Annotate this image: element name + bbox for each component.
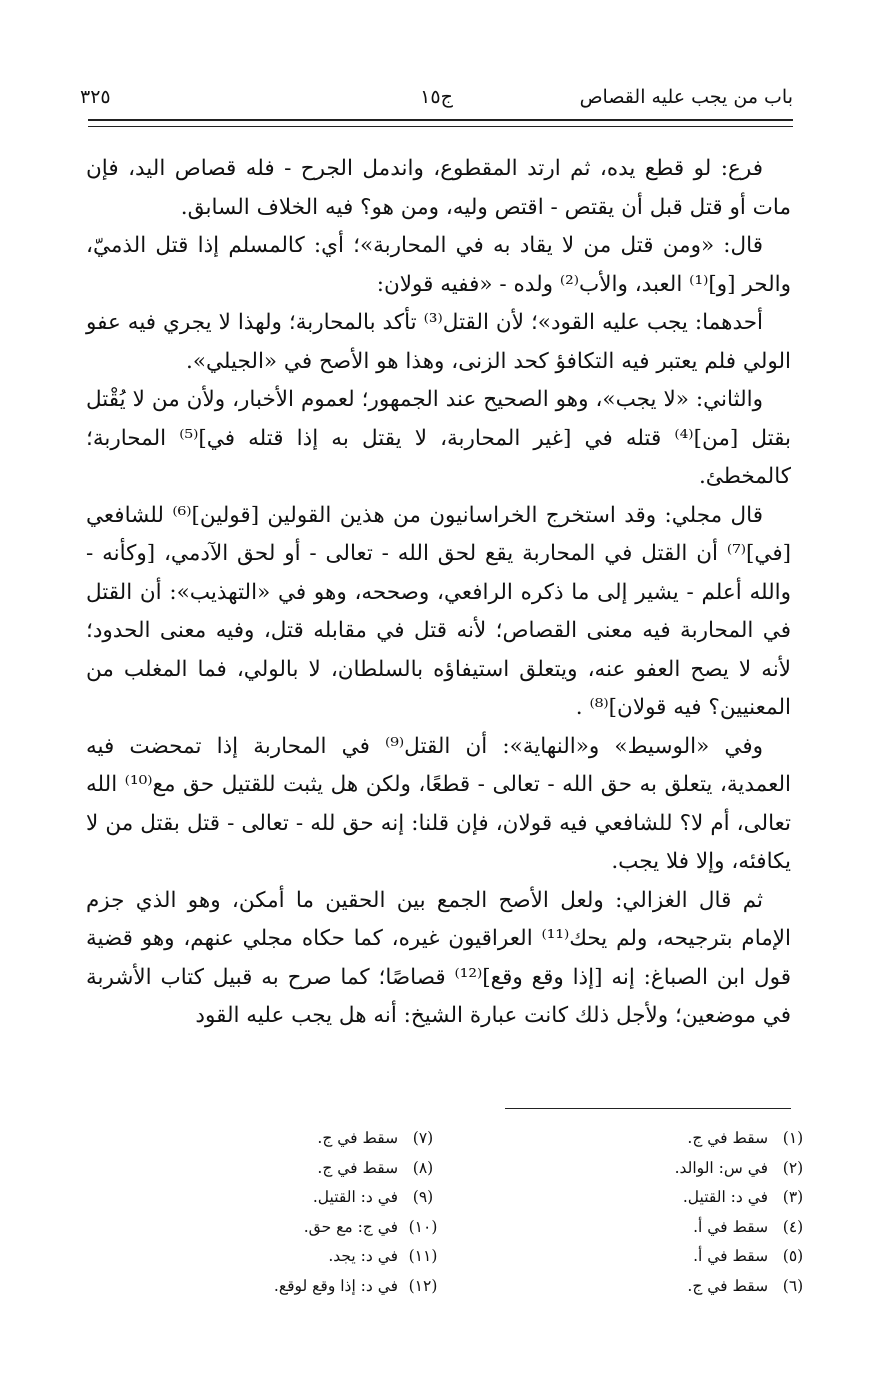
footnote-number: (٣) [782,1188,804,1206]
header-rule-thin [88,126,793,127]
footnote-number: (٢) [782,1158,804,1177]
footnote [513,1213,813,1243]
paragraph: ثم قال الغزالي: ولعل الأصح الجمع بين الحقين ما أمكن، وهو الذي جزم الإمام بترجيحه، ولم يحك⁽¹¹⁾ العراقيون غيره، كما حكاه مجلي عنهم، وهو قضية قول ابن الصباغ: إنه [إذا وقع وقع]⁽¹²⁾ قصاصًا؛ كما صرح به قبيل كتاب الأشربة في موضعين؛ ولأجل ذلك كانت عبارة الشيخ: أنه هل يجب عليه القود [86,887,791,1028]
footnote [143,1183,443,1213]
footnote-number: (٤) [782,1217,804,1236]
footnote-number: (١) [782,1129,804,1147]
footnote [513,1242,813,1272]
footnote-separator [505,1108,791,1109]
footnote-text: في ج: مع حق. [303,1217,399,1236]
paragraph: قال: «ومن قتل من لا يقاد به في المحاربة»؛ أي: كالمسلم إذا قتل الذميّ، والحر [و]⁽¹⁾ العبد، والأب⁽²⁾ ولده - «ففيه قولان: [86,233,791,297]
running-header [80,86,793,118]
chapter-title: باب من يجب عليه القصاص [579,86,793,108]
footnote-number: (١٠) [408,1217,438,1236]
footnote [143,1154,443,1184]
footnote [513,1272,813,1302]
main-text [86,150,791,1036]
page-number: ٣٢٥ [80,86,111,108]
footnote-text: في د: القتيل. [682,1188,769,1206]
footnote-text: في د: القتيل. [312,1188,399,1206]
footnote [143,1213,443,1243]
footnote-number: (٩) [412,1188,434,1206]
footnote-text: في د: يجد. [328,1247,399,1265]
footnote [513,1154,813,1184]
footnote [143,1124,443,1154]
footnote-text: سقط في ج. [687,1276,769,1295]
footnote-text: سقط في أ. [693,1247,769,1265]
header-rule-thick [88,119,793,121]
volume-label: ج١٥ [420,86,453,108]
footnote-text: سقط في ج. [687,1129,769,1147]
footnote-text: سقط في ج. [317,1158,399,1177]
footnotes-right-column [513,1124,813,1301]
footnote-text: في د: إذا وقع لوقع. [273,1276,399,1295]
footnotes-left-column [143,1124,443,1301]
paragraph: فرع: لو قطع يده، ثم ارتد المقطوع، واندمل الجرح - فله قصاص اليد، فإن مات أو قتل قبل أن يقتص - اقتص وليه، ومن هو؟ فيه الخلاف السابق. [86,156,791,220]
footnote [143,1272,443,1302]
footnote-text: في س: الوالد. [674,1158,769,1177]
paragraph: قال مجلي: وقد استخرج الخراسانيون من هذين القولين [قولين]⁽⁶⁾ للشافعي [في]⁽⁷⁾ أن القتل في المحاربة يقع لحق الله - تعالى - أو لحق الآدمي، [وكأنه - والله أعلم - يشير إلى ما ذكره الرافعي، وصححه، وهو في «التهذيب»: أن القتل في المحاربة فيه معنى القصاص؛ لأنه قتل في مقابله قتل، وفيه معنى الحدود؛ لأنه لا يصح العفو عنه، ويتعلق استيفاؤه بالسلطان، لا بالولي، فما المغلب من المعنيين؟ فيه قولان]⁽⁸⁾ . [86,502,791,720]
footnote [513,1124,813,1154]
footnote-text: سقط في أ. [693,1217,769,1236]
footnote [513,1183,813,1213]
paragraph: وفي «الوسيط» و«النهاية»: أن القتل⁽⁹⁾ في المحاربة إذا تمحضت فيه العمدية، يتعلق به حق الله - تعالى - قطعًا، ولكن هل يثبت للقتيل حق مع⁽¹⁰⁾ الله تعالى، أم لا؟ للشافعي فيه قولان، فإن قلنا: إنه حق لله - تعالى - قتل بقتل من لا يكافئه، وإلا فلا يجب. [86,733,791,874]
footnote-number: (٥) [782,1247,804,1265]
footnote-number: (١١) [408,1247,438,1265]
paragraph: أحدهما: يجب عليه القود»؛ لأن القتل⁽³⁾ تأكد بالمحاربة؛ ولهذا لا يجري فيه عفو الولي فلم يعتبر فيه التكافؤ كحد الزنى، وهذا هو الأصح في «الجيلي». [86,310,791,374]
footnote-number: (٨) [412,1158,434,1177]
footnote [143,1242,443,1272]
footnote-number: (١٢) [408,1276,438,1295]
footnote-text: سقط في ج. [317,1129,399,1147]
footnote-number: (٧) [412,1129,434,1147]
paragraph: والثاني: «لا يجب»، وهو الصحيح عند الجمهور؛ لعموم الأخبار، ولأن من لا يُقْتل بقتل [من]⁽⁴⁾ قتله في [غير المحاربة، لا يقتل به إذا قتله في]⁽⁵⁾ المحاربة؛ كالمخطئ. [86,387,791,489]
footnote-number: (٦) [782,1276,804,1295]
